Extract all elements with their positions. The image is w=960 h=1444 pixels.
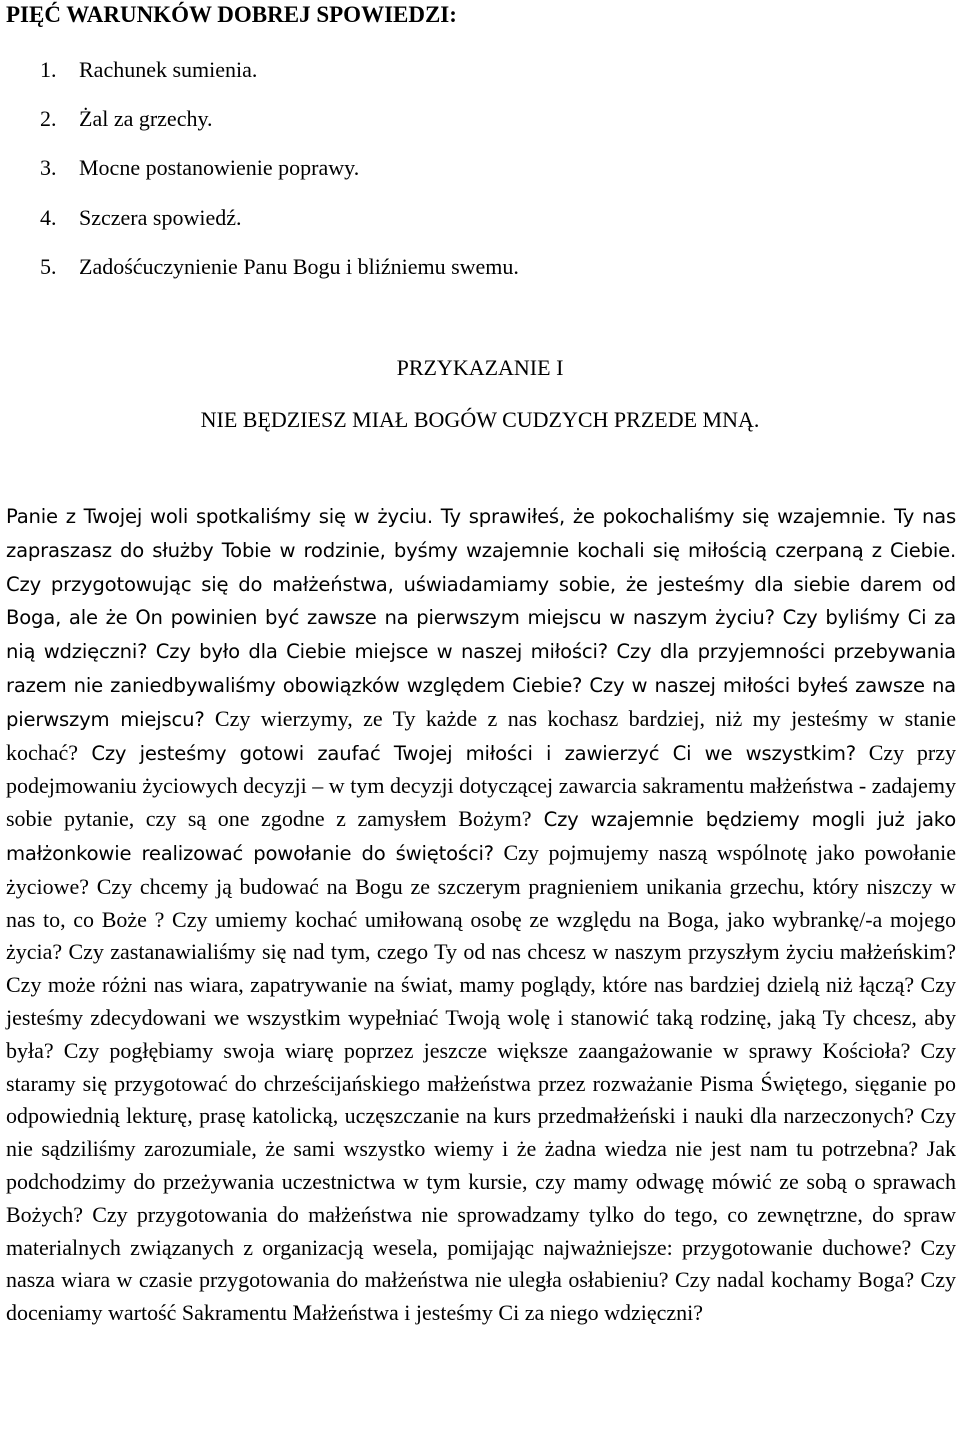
document-heading: PIĘĆ WARUNKÓW DOBREJ SPOWIEDZI:	[6, 2, 457, 27]
paragraph-segment: Czy przy podejmowaniu życiowych decyzji – w tym decyzji dotyczącej zawarcia sakramentu małżeństwa - zadajemy sobie pytanie, czy są one zgodne z zamysłem Bożym?	[6, 739, 957, 832]
commandment-text: NIE BĘDZIESZ MIAŁ BOGÓW CUDZYCH PRZEDE MNĄ.	[200, 407, 760, 432]
list-item-text: Szczera spowiedź.	[79, 205, 242, 230]
list-item-number: 4.	[40, 205, 57, 230]
list-item-number: 3.	[40, 155, 57, 180]
paragraph-segment: Czy pojmujemy naszą wspólnotę jako powołanie życiowe? Czy chcemy ją budować na Bogu ze szczerym pragnieniem unikania grzechu, który niszczy w nas to, co Boże ? Czy umiemy kochać umiłowaną osobę ze względu na Boga, jako wybrankę/-a mojego życia? Czy zastanawialiśmy się nad tym, czego Ty od nas chcesz w naszym przyszłym życiu małżeńskim? Czy może różni nas wiara, zapatrywanie na świat, mamy poglądy, które nas bardziej dzielą niż łączą? Czy jesteśmy zdecydowani we wszystkim wypełniać Twoją wolę i stanowić taką rodzinę, jaką Ty chcesz, aby była? Czy pogłębiamy swoja wiarę poprzez jeszcze większe zaangażowanie w sprawy Kościoła? Czy staramy się przygotować do chrześcijańskiego małżeństwa przez rozważanie Pisma Świętego, sięganie po odpowiednią lekturę, prasę katolicką, uczęszczanie na kurs przedmałżeński i nauki dla narzeczonych? Czy nie sądziliśmy zarozumiale, że sami wszystko wiemy i że żadna wiedza nie jest nam tu potrzebna? Jak podchodzimy do przeżywania uczestnictwa w tym kursie, czy mamy odwagę mówić ze sobą o sprawach Bożych? Czy przygotowania do małżeństwa nie sprowadzamy tylko do tego, co zewnętrzne, do spraw materialnych związanych z organizacją wesela, pomijając najważniejsze: przygotowanie duchowe? Czy nasza wiara w czasie przygotowania do małżeństwa nie uległa osłabieniu? Czy nadal kochamy Boga? Czy doceniamy wartość Sakramentu Małżeństwa i jesteśmy Ci za niego wdzięczni?	[6, 839, 956, 1326]
list-item-number: 5.	[40, 254, 57, 279]
paragraph-segment: Czy wierzymy, ze Ty każde z nas kochasz bardziej, niż my jesteśmy w stanie kochać?	[6, 705, 957, 765]
commandment-title: PRZYKAZANIE I	[396, 355, 564, 380]
body-paragraph	[6, 500, 956, 1330]
list-item-text: Mocne postanowienie poprawy.	[79, 155, 360, 180]
paragraph-segment: Czy wzajemnie będziemy mogli już jako małżonkowie realizować powołanie do świętości?	[6, 808, 956, 865]
list-item-text: Zadośćuczynienie Panu Bogu i bliźniemu swemu.	[79, 254, 519, 279]
list-item-text: Rachunek sumienia.	[79, 57, 258, 82]
list-item-number: 2.	[40, 106, 57, 131]
list-item-text: Żal za grzechy.	[79, 106, 213, 131]
paragraph-segment: Czy jesteśmy gotowi zaufać Twojej miłości i zawierzyć Ci we wszystkim?	[78, 741, 856, 765]
paragraph-segment: Panie z Twojej woli spotkaliśmy się w życiu. Ty sprawiłeś, że pokochaliśmy się wzajemnie. Ty nas zapraszasz do służby Tobie w rodzinie, byśmy wzajemnie kochali się miłością czerpaną z Ciebie. Czy przygotowując się do małżeństwa, uświadamiamy sobie, że jesteśmy dla siebie darem od Boga, ale że On powinien być zawsze na pierwszym miejscu w naszym życiu? Czy byliśmy Ci za nią wdzięczni? Czy było dla Ciebie miejsce w naszej miłości? Czy dla przyjemności przebywania razem nie zaniedbywaliśmy obowiązków względem Ciebie? Czy w naszej miłości byłeś zawsze na pierwszym miejscu?	[6, 505, 956, 731]
list-item-number: 1.	[40, 57, 57, 82]
